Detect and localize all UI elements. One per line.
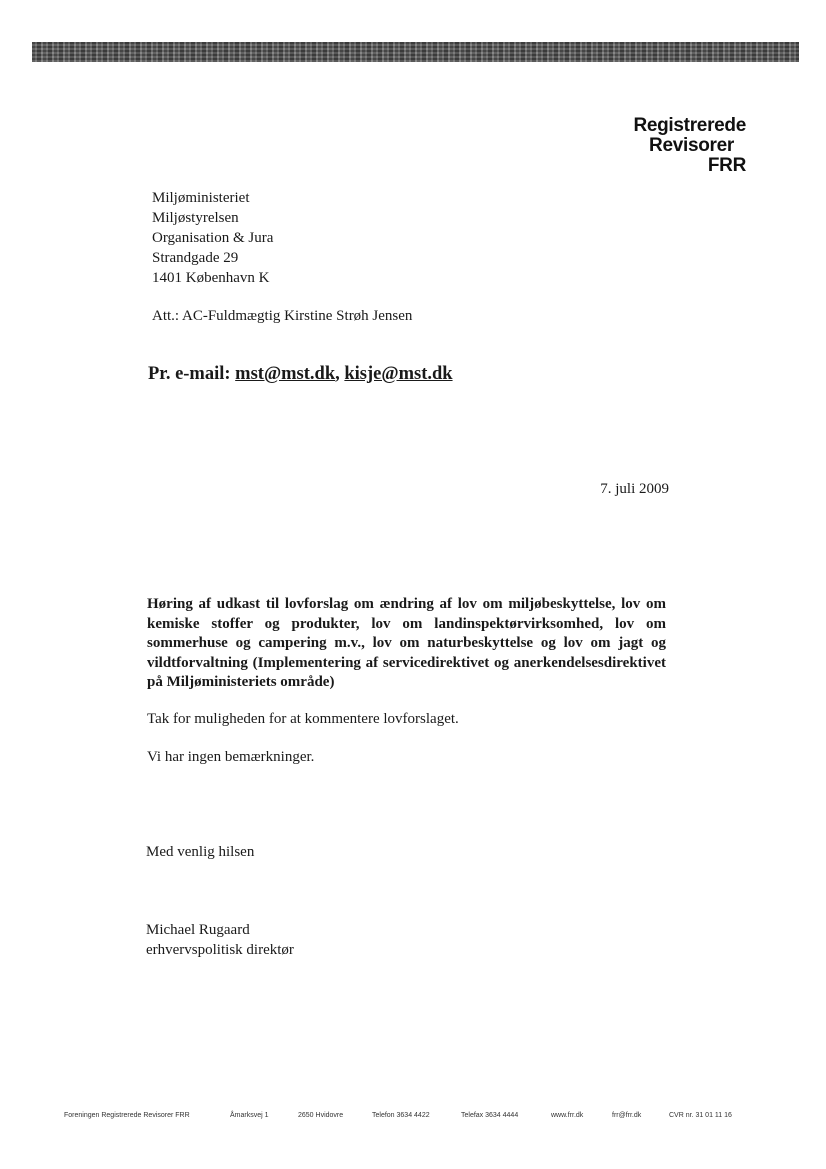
email-label: Pr. e-mail: (148, 364, 231, 384)
signature-block (146, 921, 294, 960)
body-paragraph-2: Vi har ingen bemærkninger. (147, 749, 315, 765)
logo-line-1: Registrerede (633, 115, 746, 136)
footer-web[interactable]: www.frr.dk (551, 1112, 584, 1119)
footer-cvr: CVR nr. 31 01 11 16 (669, 1112, 732, 1119)
letterhead-footer (64, 1112, 754, 1126)
address-line: Miljøministeriet (152, 190, 250, 206)
address-line: Strandgade 29 (152, 250, 239, 266)
closing-greeting: Med venlig hilsen (146, 844, 255, 860)
email-link-kisje[interactable]: kisje@mst.dk (344, 364, 453, 384)
footer-phone: Telefon 3634 4422 (372, 1112, 430, 1119)
letter-subject: Høring af udkast til lovforslag om ændring af lov om miljøbeskyttelse, lov om kemiske stoffer og produkter, lov om landinspektørvirksomhed, lov om sommerhuse og campering m.v., lov om naturbeskyttelse og lov om jagt og vildtforvaltning (Implementering af servicedirektivet og anerkendelsesdirektivet på Miljøministeriets område) (147, 596, 666, 690)
recipient-address (152, 188, 273, 288)
footer-fax: Telefax 3634 4444 (461, 1112, 519, 1119)
letter-date: 7. juli 2009 (600, 481, 669, 497)
address-line: Organisation & Jura (152, 230, 274, 246)
attention-line: Att.: AC-Fuldmægtig Kirstine Strøh Jensen (152, 308, 413, 324)
footer-city: 2650 Hvidovre (298, 1112, 344, 1119)
company-logo (586, 116, 746, 176)
footer-org: Foreningen Registrerede Revisorer FRR (64, 1112, 190, 1119)
email-link-mst[interactable]: mst@mst.dk (235, 364, 336, 384)
footer-mail[interactable]: frr@frr.dk (612, 1112, 642, 1119)
signer-name: Michael Rugaard (146, 922, 250, 938)
signer-title: erhvervspolitisk direktør (146, 941, 294, 958)
body-paragraph-1: Tak for muligheden for at kommentere lovforslaget. (147, 711, 459, 727)
email-line (148, 364, 453, 385)
logo-line-3: FRR (707, 155, 746, 176)
scan-artifact-bar (32, 42, 799, 62)
footer-street: Åmarksvej 1 (230, 1112, 269, 1119)
email-separator: , (335, 364, 340, 384)
address-line: 1401 København K (152, 270, 270, 286)
address-line: Miljøstyrelsen (152, 210, 239, 226)
logo-line-2: Revisorer (649, 135, 734, 156)
